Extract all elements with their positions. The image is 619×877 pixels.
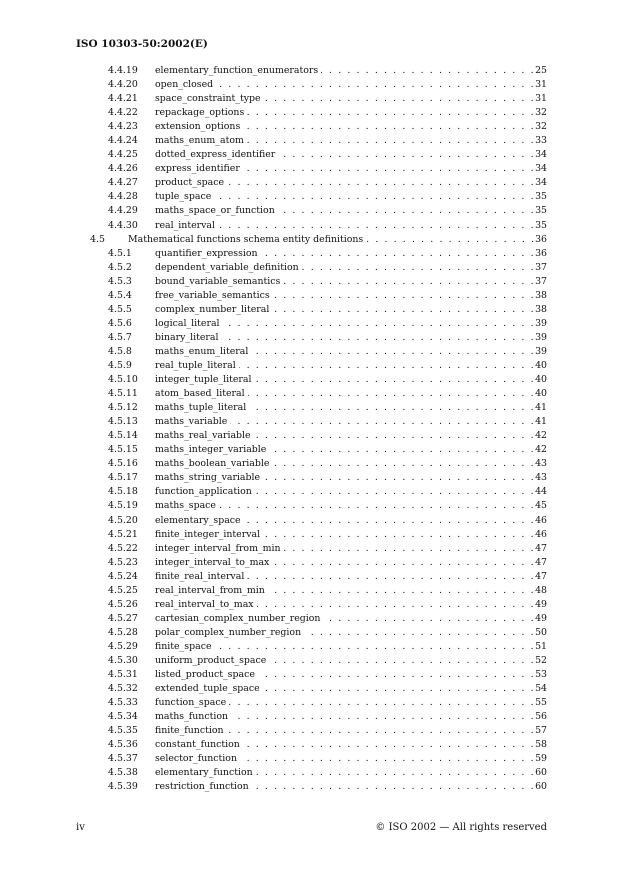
toc-entry-page: 35: [535, 219, 547, 231]
toc-entry[interactable]: [0, 485, 619, 499]
toc-entry[interactable]: [0, 64, 619, 78]
toc-entry[interactable]: [0, 92, 619, 106]
toc-entry-page: 31: [535, 79, 547, 91]
toc-entry-title-text: maths_space: [155, 500, 219, 511]
toc-entry-number: 4.4.23: [108, 121, 138, 133]
toc-entry[interactable]: [0, 752, 619, 766]
toc-entry[interactable]: [0, 528, 619, 542]
toc-entry[interactable]: [0, 190, 619, 204]
toc-entry-title-text: restriction_function: [155, 781, 252, 792]
toc-section-entry[interactable]: [0, 233, 619, 247]
toc-entry-number: 4.5.1: [108, 247, 132, 259]
toc-entry-title-text: atom_based_literal: [155, 388, 248, 399]
toc-entry-title-text: dependent_variable_definition: [155, 262, 302, 273]
toc-entry-page: 47: [535, 542, 547, 554]
toc-entry[interactable]: [0, 626, 619, 640]
toc-entry-title-text: real_interval_from_min: [155, 585, 268, 596]
toc-entry-number: 4.5.31: [108, 669, 138, 681]
toc-entry-title-text: bound_variable_semantics: [155, 276, 283, 287]
toc-entry-title-text: complex_number_literal: [155, 304, 272, 315]
toc-entry-number: 4.5.5: [108, 303, 132, 315]
toc-entry-title-text: polar_complex_number_region: [155, 627, 304, 638]
toc-entry[interactable]: [0, 640, 619, 654]
toc-entry-title: [155, 626, 539, 640]
toc-entry-title-text: maths_tuple_literal: [155, 402, 249, 413]
toc-entry[interactable]: [0, 78, 619, 92]
toc-entry-title-text: finite_function: [155, 725, 227, 736]
toc-entry-number: 4.5.34: [108, 711, 138, 723]
toc-entry-page: 56: [535, 711, 547, 723]
toc-entry[interactable]: [0, 176, 619, 190]
toc-entry-number: 4.4.27: [108, 177, 138, 189]
toc-entry-page: 55: [535, 697, 547, 709]
toc-entry-number: 4.5.13: [108, 416, 138, 428]
toc-entry-title-text: finite_integer_interval: [155, 529, 263, 540]
toc-entry-title-text: quantifier_expression: [155, 248, 261, 259]
toc-entry-title: [155, 247, 539, 261]
toc-entry-page: 41: [535, 402, 547, 414]
toc-entry-title-text: integer_interval_from_min: [155, 543, 284, 554]
toc-entry-title-text: maths_enum_atom: [155, 135, 247, 146]
toc-entry-title: [155, 514, 539, 528]
toc-entry-title: [155, 556, 539, 570]
toc-entry-title-text: finite_real_interval: [155, 571, 247, 582]
toc-entry-number: 4.5.20: [108, 514, 138, 526]
toc-entry-page: 53: [535, 669, 547, 681]
toc-entry[interactable]: [0, 696, 619, 710]
toc-entry-title: [155, 570, 539, 584]
toc-entry-title: [155, 64, 539, 78]
toc-entry-number: 4.5.21: [108, 528, 138, 540]
toc-entry[interactable]: [0, 570, 619, 584]
toc-entry-page: 40: [535, 359, 547, 371]
toc-entry[interactable]: [0, 682, 619, 696]
toc-entry-title: [155, 542, 539, 556]
toc-entry-page: 35: [535, 191, 547, 203]
toc-entry-page: 49: [535, 612, 547, 624]
toc-entry[interactable]: [0, 654, 619, 668]
toc-entry-title: [155, 654, 539, 668]
toc-entry[interactable]: [0, 387, 619, 401]
toc-entry-title: [155, 317, 539, 331]
toc-entry[interactable]: [0, 612, 619, 626]
toc-entry-number: 4.4.26: [108, 163, 138, 175]
toc-entry-page: 41: [535, 416, 547, 428]
toc-entry-number: 4.5.23: [108, 556, 138, 568]
toc-entry-title: [128, 233, 539, 247]
toc-entry-title: [155, 331, 539, 345]
toc-entry-title: [155, 106, 539, 120]
toc-entry[interactable]: [0, 415, 619, 429]
toc-entry[interactable]: [0, 429, 619, 443]
toc-entry-page: 25: [535, 65, 547, 76]
toc-entry-number: 4.4.25: [108, 149, 138, 161]
toc-entry-page: 59: [535, 753, 547, 765]
toc-entry-page: 46: [535, 514, 547, 526]
toc-entry-title: [155, 457, 539, 471]
toc-entry-title-text: elementary_function: [155, 767, 256, 778]
toc-entry[interactable]: [0, 766, 619, 780]
toc-entry-title: [155, 443, 539, 457]
toc-entry-title: [155, 485, 539, 499]
toc-entry-title: [155, 780, 539, 794]
toc-entry-title: [155, 162, 539, 176]
toc-entry-title: [155, 176, 539, 190]
toc-entry-page: 34: [535, 177, 547, 189]
toc-entry-title: [155, 219, 539, 233]
toc-entry-title-text: extended_tuple_space: [155, 683, 263, 694]
toc-entry[interactable]: [0, 598, 619, 612]
toc-entry-title: [155, 640, 539, 654]
toc-entry-number: 4.4.29: [108, 205, 138, 217]
toc-entry-number: 4.5.6: [108, 317, 132, 329]
toc-entry-title-text: listed_product_space: [155, 669, 258, 680]
toc-entry-page: 54: [535, 683, 547, 695]
toc-entry-title-text: tuple_space: [155, 191, 214, 202]
toc-entry-title-text: maths_function: [155, 711, 231, 722]
toc-entry[interactable]: [0, 275, 619, 289]
toc-entry-title-text: maths_string_variable: [155, 472, 263, 483]
toc-entry-title-text: logical_literal: [155, 318, 223, 329]
toc-entry-title-text: dotted_express_identifier: [155, 149, 278, 160]
toc-entry-title-text: open_closed: [155, 79, 216, 90]
toc-entry-page: 38: [535, 289, 547, 301]
toc-entry-title-text: integer_interval_to_max: [155, 557, 272, 568]
toc-entry[interactable]: [0, 148, 619, 162]
toc-entry-number: 4.5.17: [108, 472, 138, 484]
toc-entry[interactable]: [0, 120, 619, 134]
toc-entry-number: 4.5.10: [108, 374, 138, 386]
toc-entry-title: [155, 766, 539, 780]
toc-entry[interactable]: [0, 289, 619, 303]
toc-entry-title: [155, 612, 539, 626]
toc-entry-title-text: finite_space: [155, 641, 215, 652]
toc-entry-title: [155, 668, 539, 682]
toc-entry-page: 34: [535, 149, 547, 161]
toc-entry-number: 4.5.15: [108, 444, 138, 456]
toc-entry-page: 32: [535, 107, 547, 119]
toc-entry-title-text: repackage_options: [155, 107, 247, 118]
toc-entry-title-text: Mathematical functions schema entity definitions: [128, 234, 366, 245]
toc-entry[interactable]: [0, 359, 619, 373]
toc-entry-title-text: uniform_product_space: [155, 655, 269, 666]
toc-entry[interactable]: [0, 724, 619, 738]
toc-entry-title-text: maths_integer_variable: [155, 444, 269, 455]
toc-entry[interactable]: [0, 738, 619, 752]
toc-entry-title-text: express_identifier: [155, 163, 243, 174]
toc-entry-number: 4.5.19: [108, 500, 138, 512]
toc-entry-title: [155, 303, 539, 317]
toc-entry-number: 4.5.22: [108, 542, 138, 554]
toc-entry-page: 37: [535, 261, 547, 273]
toc-entry[interactable]: [0, 780, 619, 794]
toc-entry[interactable]: [0, 303, 619, 317]
toc-entry-title-text: integer_tuple_literal: [155, 374, 255, 385]
toc-entry-title: [155, 190, 539, 204]
toc-entry[interactable]: [0, 162, 619, 176]
toc-entry-number: 4.5.39: [108, 781, 138, 793]
toc-entry[interactable]: [0, 401, 619, 415]
toc-entry-page: 35: [535, 205, 547, 217]
toc-entry-page: 60: [535, 767, 547, 779]
toc-entry-number: 4.5.18: [108, 486, 138, 498]
toc-entry-number: 4.4.24: [108, 135, 138, 147]
toc-entry-title-text: product_space: [155, 177, 227, 188]
toc-entry[interactable]: [0, 542, 619, 556]
toc-entry-page: 39: [535, 331, 547, 343]
toc-entry-title: [155, 471, 539, 485]
toc-entry-title: [155, 682, 539, 696]
toc-entry-page: 47: [535, 570, 547, 582]
toc-entry-number: 4.5.36: [108, 739, 138, 751]
toc-entry-title: [155, 275, 539, 289]
toc-entry-page: 49: [535, 598, 547, 610]
toc-entry-title: [155, 429, 539, 443]
toc-entry-page: 33: [535, 135, 547, 147]
toc-entry-number: 4.4.30: [108, 219, 138, 231]
toc-entry[interactable]: [0, 247, 619, 261]
toc-entry-title: [155, 598, 539, 612]
document-header: ISO 10303-50:2002(E): [76, 38, 208, 50]
toc-entry-page: 45: [535, 500, 547, 512]
toc-entry-title: [155, 359, 539, 373]
toc-entry[interactable]: [0, 204, 619, 218]
toc-entry-page: 39: [535, 345, 547, 357]
toc-entry-title: [155, 387, 539, 401]
toc-entry-title-text: space_constraint_type: [155, 93, 264, 104]
toc-entry-number: 4.5.37: [108, 753, 138, 765]
toc-entry-number: 4.5.9: [108, 359, 132, 371]
toc-entry-title-text: maths_variable: [155, 416, 230, 427]
toc-entry[interactable]: [0, 457, 619, 471]
toc-entry[interactable]: [0, 556, 619, 570]
toc-entry-title: [155, 373, 539, 387]
toc-entry[interactable]: [0, 106, 619, 120]
toc-entry-title: [155, 134, 539, 148]
toc-entry-title-text: constant_function: [155, 739, 243, 750]
toc-entry-page: 57: [535, 725, 547, 737]
toc-entry-number: 4.5.30: [108, 654, 138, 666]
toc-entry-title: [155, 261, 539, 275]
toc-entry-title: [155, 710, 539, 724]
toc-entry-page: 42: [535, 430, 547, 442]
toc-entry-page: 50: [535, 626, 547, 638]
toc-entry[interactable]: [0, 443, 619, 457]
toc-entry-title-text: maths_space_or_function: [155, 205, 278, 216]
toc-entry-title: [155, 724, 539, 738]
toc-entry-page: 44: [535, 486, 547, 498]
toc-entry-number: 4.5.32: [108, 683, 138, 695]
toc-entry-title-text: real_tuple_literal: [155, 360, 239, 371]
toc-entry-number: 4.5.35: [108, 725, 138, 737]
toc-entry-title-text: function_application: [155, 486, 255, 497]
toc-entry-title: [155, 752, 539, 766]
toc-entry[interactable]: [0, 584, 619, 598]
toc-entry-title-text: real_interval_to_max: [155, 599, 257, 610]
toc-entry-page: 39: [535, 317, 547, 329]
toc-entry-number: 4.4.19: [108, 65, 138, 76]
toc-entry-page: 37: [535, 275, 547, 287]
toc-entry-title: [155, 204, 539, 218]
toc-entry-page: 36: [535, 233, 547, 245]
toc-entry-page: 60: [535, 781, 547, 793]
toc-entry-title: [155, 78, 539, 92]
toc-entry-number: 4.5.27: [108, 612, 138, 624]
toc-entry-title: [155, 345, 539, 359]
table-of-contents: [0, 64, 619, 794]
toc-entry-title-text: extension_options: [155, 121, 243, 132]
toc-entry-number: 4.5.16: [108, 458, 138, 470]
toc-entry-number: 4.5.12: [108, 402, 138, 414]
toc-entry-title-text: function_space: [155, 697, 229, 708]
toc-entry[interactable]: [0, 261, 619, 275]
toc-entry-title: [155, 92, 539, 106]
toc-entry[interactable]: [0, 373, 619, 387]
toc-entry-number: 4.4.28: [108, 191, 138, 203]
toc-entry[interactable]: [0, 134, 619, 148]
toc-entry-number: 4.5.25: [108, 584, 138, 596]
toc-entry-page: 47: [535, 556, 547, 568]
toc-entry-page: 48: [535, 584, 547, 596]
toc-entry[interactable]: [0, 331, 619, 345]
toc-entry-number: 4.5.38: [108, 767, 138, 779]
toc-entry[interactable]: [0, 499, 619, 513]
toc-entry-page: 38: [535, 303, 547, 315]
toc-entry-number: 4.5.26: [108, 598, 138, 610]
toc-entry-number: 4.5.28: [108, 626, 138, 638]
toc-entry-title-text: real_interval: [155, 220, 218, 231]
toc-entry-number: 4.5.7: [108, 331, 132, 343]
copyright-notice: © ISO 2002 — All rights reserved: [375, 822, 547, 833]
toc-entry-page: 43: [535, 472, 547, 484]
toc-entry-title-text: binary_literal: [155, 332, 221, 343]
toc-entry-title-text: elementary_space: [155, 515, 244, 526]
toc-entry-page: 36: [535, 247, 547, 259]
toc-entry-page: 40: [535, 388, 547, 400]
toc-entry-title: [155, 499, 539, 513]
toc-entry-page: 31: [535, 93, 547, 105]
toc-entry[interactable]: [0, 317, 619, 331]
toc-entry-number: 4.5.3: [108, 275, 132, 287]
toc-entry-page: 40: [535, 374, 547, 386]
toc-entry-number: 4.5: [90, 233, 105, 245]
toc-entry-title: [155, 289, 539, 303]
toc-entry-title: [155, 696, 539, 710]
toc-entry-title: [155, 148, 539, 162]
toc-entry-page: 46: [535, 528, 547, 540]
toc-entry-number: 4.5.8: [108, 345, 132, 357]
toc-entry-number: 4.5.24: [108, 570, 138, 582]
toc-entry[interactable]: [0, 514, 619, 528]
toc-entry-number: 4.4.21: [108, 93, 138, 105]
toc-entry-title: [155, 738, 539, 752]
toc-entry-page: 34: [535, 163, 547, 175]
toc-entry-page: 52: [535, 654, 547, 666]
toc-entry-number: 4.5.11: [108, 388, 138, 400]
toc-entry-title-text: free_variable_semantics: [155, 290, 273, 301]
toc-entry[interactable]: [0, 471, 619, 485]
toc-entry-number: 4.5.33: [108, 697, 138, 709]
toc-entry-number: 4.4.20: [108, 79, 138, 91]
toc-entry-page: 32: [535, 121, 547, 133]
toc-entry-title: [155, 415, 539, 429]
toc-entry[interactable]: [0, 710, 619, 724]
toc-entry[interactable]: [0, 668, 619, 682]
toc-entry[interactable]: [0, 345, 619, 359]
toc-entry-page: 58: [535, 739, 547, 751]
toc-entry-title: [155, 584, 539, 598]
toc-entry-title: [155, 528, 539, 542]
toc-entry-number: 4.5.4: [108, 289, 132, 301]
toc-entry-title-text: maths_real_variable: [155, 430, 254, 441]
toc-entry-title-text: selector_function: [155, 753, 240, 764]
toc-entry-page: 43: [535, 458, 547, 470]
page-number: iv: [76, 822, 85, 833]
toc-entry-title: [155, 120, 539, 134]
toc-entry-number: 4.5.14: [108, 430, 138, 442]
toc-entry-number: 4.5.2: [108, 261, 132, 273]
toc-entry-number: 4.4.22: [108, 107, 138, 119]
toc-entry[interactable]: [0, 219, 619, 233]
toc-entry-title-text: elementary_function_enumerators: [155, 65, 321, 76]
toc-entry-title: [155, 401, 539, 415]
toc-entry-title-text: cartesian_complex_number_region: [155, 613, 323, 624]
toc-entry-page: 51: [535, 640, 547, 652]
toc-entry-title-text: maths_enum_literal: [155, 346, 251, 357]
toc-entry-number: 4.5.29: [108, 640, 138, 652]
toc-entry-page: 42: [535, 444, 547, 456]
toc-entry-title-text: maths_boolean_variable: [155, 458, 272, 469]
